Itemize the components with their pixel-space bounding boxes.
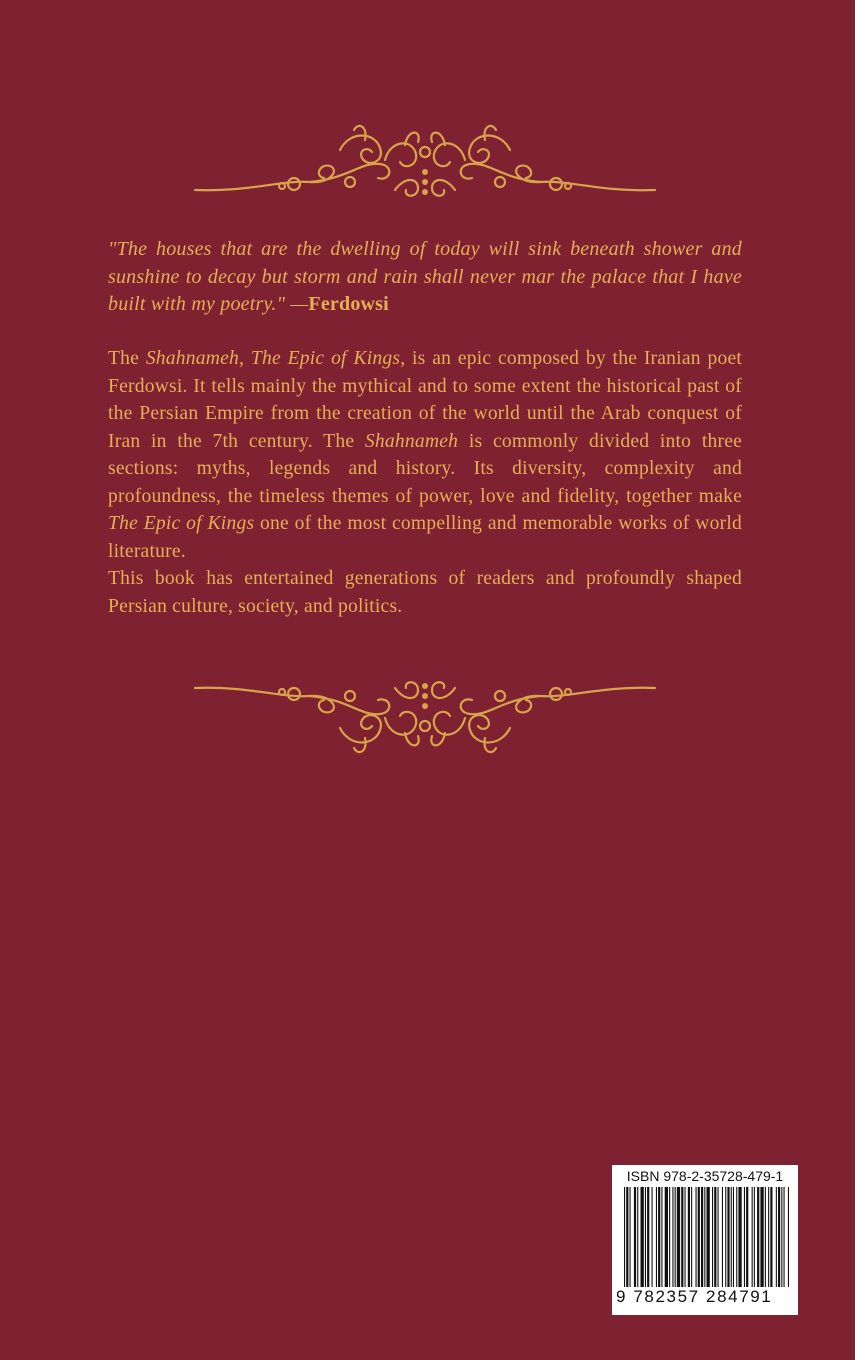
barcode-bar bbox=[727, 1187, 729, 1287]
barcode-digits: 9 782357 284791 bbox=[616, 1287, 773, 1306]
barcode-bar bbox=[760, 1187, 763, 1287]
barcode-bar bbox=[746, 1187, 748, 1287]
barcode-bar bbox=[630, 1187, 631, 1287]
barcode-bar bbox=[718, 1187, 719, 1287]
flourish-icon bbox=[190, 668, 660, 758]
title-epic-of-kings: The Epic of Kings bbox=[108, 513, 255, 534]
barcode-bar bbox=[645, 1187, 646, 1287]
title-shahnameh: Shahnameh bbox=[145, 348, 240, 369]
text-run: one of the most compelling and memorable works of world literature. bbox=[108, 513, 742, 562]
barcode-bar bbox=[665, 1187, 668, 1287]
isbn-barcode bbox=[612, 1165, 798, 1315]
barcode-bar bbox=[712, 1187, 713, 1287]
barcode-bar bbox=[647, 1187, 649, 1287]
barcode-bar bbox=[634, 1187, 636, 1287]
description-paragraph-1 bbox=[108, 345, 742, 565]
text-run: , is an epic composed by the Iranian poet Ferdowsi. It tells mainly the mythical and to some extent the historical past of the Persian Empire from the creation of the world until the Arab conquest of Iran in the 7th century. The bbox=[108, 348, 742, 452]
quote-text: "The houses that are the dwelling of today will sink beneath shower and sunshine to decay but storm and rain shall never mar the palace that I have built with my poetry." — bbox=[108, 238, 742, 315]
barcode-bar bbox=[669, 1187, 670, 1287]
quote-author: Ferdowsi bbox=[308, 293, 389, 315]
barcode-bar bbox=[754, 1187, 755, 1287]
barcode-bar bbox=[672, 1187, 673, 1287]
barcode-bar bbox=[752, 1187, 753, 1287]
barcode-bar bbox=[757, 1187, 759, 1287]
barcode-bar bbox=[768, 1187, 769, 1287]
barcode-bar bbox=[784, 1187, 785, 1287]
barcode-bar bbox=[675, 1187, 676, 1287]
barcode-bar bbox=[688, 1187, 690, 1287]
barcode-bar bbox=[698, 1187, 700, 1287]
barcode-bar bbox=[776, 1187, 777, 1287]
barcode-bar bbox=[736, 1187, 737, 1287]
barcode-bar bbox=[707, 1187, 710, 1287]
barcode-bar bbox=[722, 1187, 723, 1287]
title-epic-of-kings: The Epic of Kings bbox=[250, 348, 401, 369]
text-run: , bbox=[239, 348, 251, 369]
bottom-ornament-divider bbox=[190, 668, 660, 758]
text-run: is commonly divided into three sections: myths, legends and history. Its diversity, complexity and profoundness, the timeless themes of power, love and fidelity, together make bbox=[108, 430, 743, 507]
barcode-bar bbox=[637, 1187, 638, 1287]
barcode-bar bbox=[626, 1187, 628, 1287]
text-run: The bbox=[108, 348, 146, 369]
barcode-bar bbox=[681, 1187, 683, 1287]
epigraph-quote bbox=[108, 236, 742, 319]
flourish-icon bbox=[190, 120, 660, 210]
barcode-bar bbox=[701, 1187, 703, 1287]
barcode-bar bbox=[738, 1187, 741, 1287]
barcode-bar bbox=[744, 1187, 745, 1287]
description-paragraph-2: This book has entertained generations of readers and profoundly shaped Persian culture, society, and politics. bbox=[108, 568, 742, 617]
barcode-bar bbox=[691, 1187, 692, 1287]
barcode-bar bbox=[704, 1187, 705, 1287]
barcode-bar bbox=[696, 1187, 697, 1287]
barcode-bar bbox=[641, 1187, 644, 1287]
barcode-bar bbox=[677, 1187, 680, 1287]
barcode-bar bbox=[714, 1187, 716, 1287]
barcode-bar bbox=[788, 1187, 789, 1287]
barcode-bar bbox=[781, 1187, 782, 1287]
barcode-bar bbox=[733, 1187, 734, 1287]
barcode-bar bbox=[656, 1187, 657, 1287]
barcode-bar bbox=[685, 1187, 686, 1287]
barcode-bar bbox=[778, 1187, 780, 1287]
barcode-bar bbox=[770, 1187, 772, 1287]
barcode-icon bbox=[622, 1187, 792, 1287]
top-ornament-divider bbox=[190, 120, 660, 210]
book-description bbox=[108, 345, 742, 620]
title-shahnameh: Shahnameh bbox=[364, 430, 459, 452]
barcode-bar bbox=[652, 1187, 653, 1287]
barcode-bar bbox=[624, 1187, 625, 1287]
barcode-bar bbox=[725, 1187, 726, 1287]
barcode-bar bbox=[661, 1187, 662, 1287]
barcode-bar bbox=[658, 1187, 660, 1287]
isbn-label: ISBN 978-2-35728-479-1 bbox=[626, 1168, 784, 1184]
barcode-bar bbox=[765, 1187, 766, 1287]
barcode-bar bbox=[731, 1187, 732, 1287]
